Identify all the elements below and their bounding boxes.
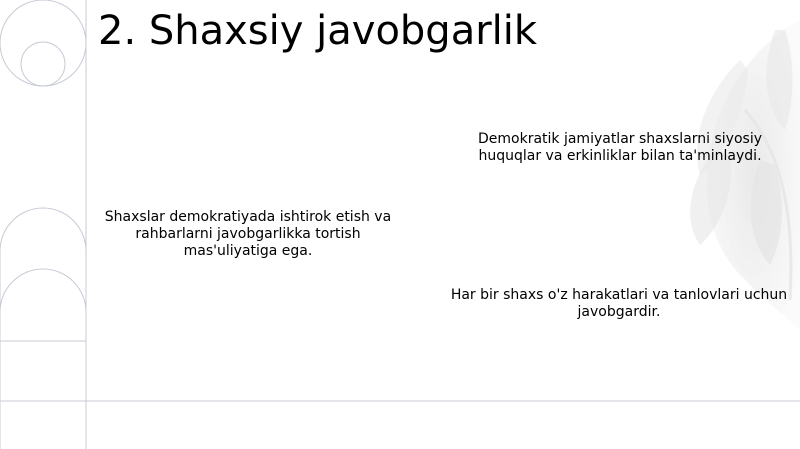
slide-title: 2. Shaxsiy javobgarlik (98, 8, 538, 54)
leaf-watermark-icon (690, 20, 800, 330)
text-point-political-rights: Demokratik jamiyatlar shaxslarni siyosiy huquqlar va erkinliklar bilan ta'minlaydi. (477, 131, 763, 164)
text-point-participation: Shaxslar demokratiyada ishtirok etish va rahbarlarni javobgarlikka tortish mas'uliyatiga ega. (104, 209, 392, 259)
text-point-responsibility: Har bir shaxs o'z harakatlari va tanlovlari uchun javobgardir. (450, 287, 788, 320)
